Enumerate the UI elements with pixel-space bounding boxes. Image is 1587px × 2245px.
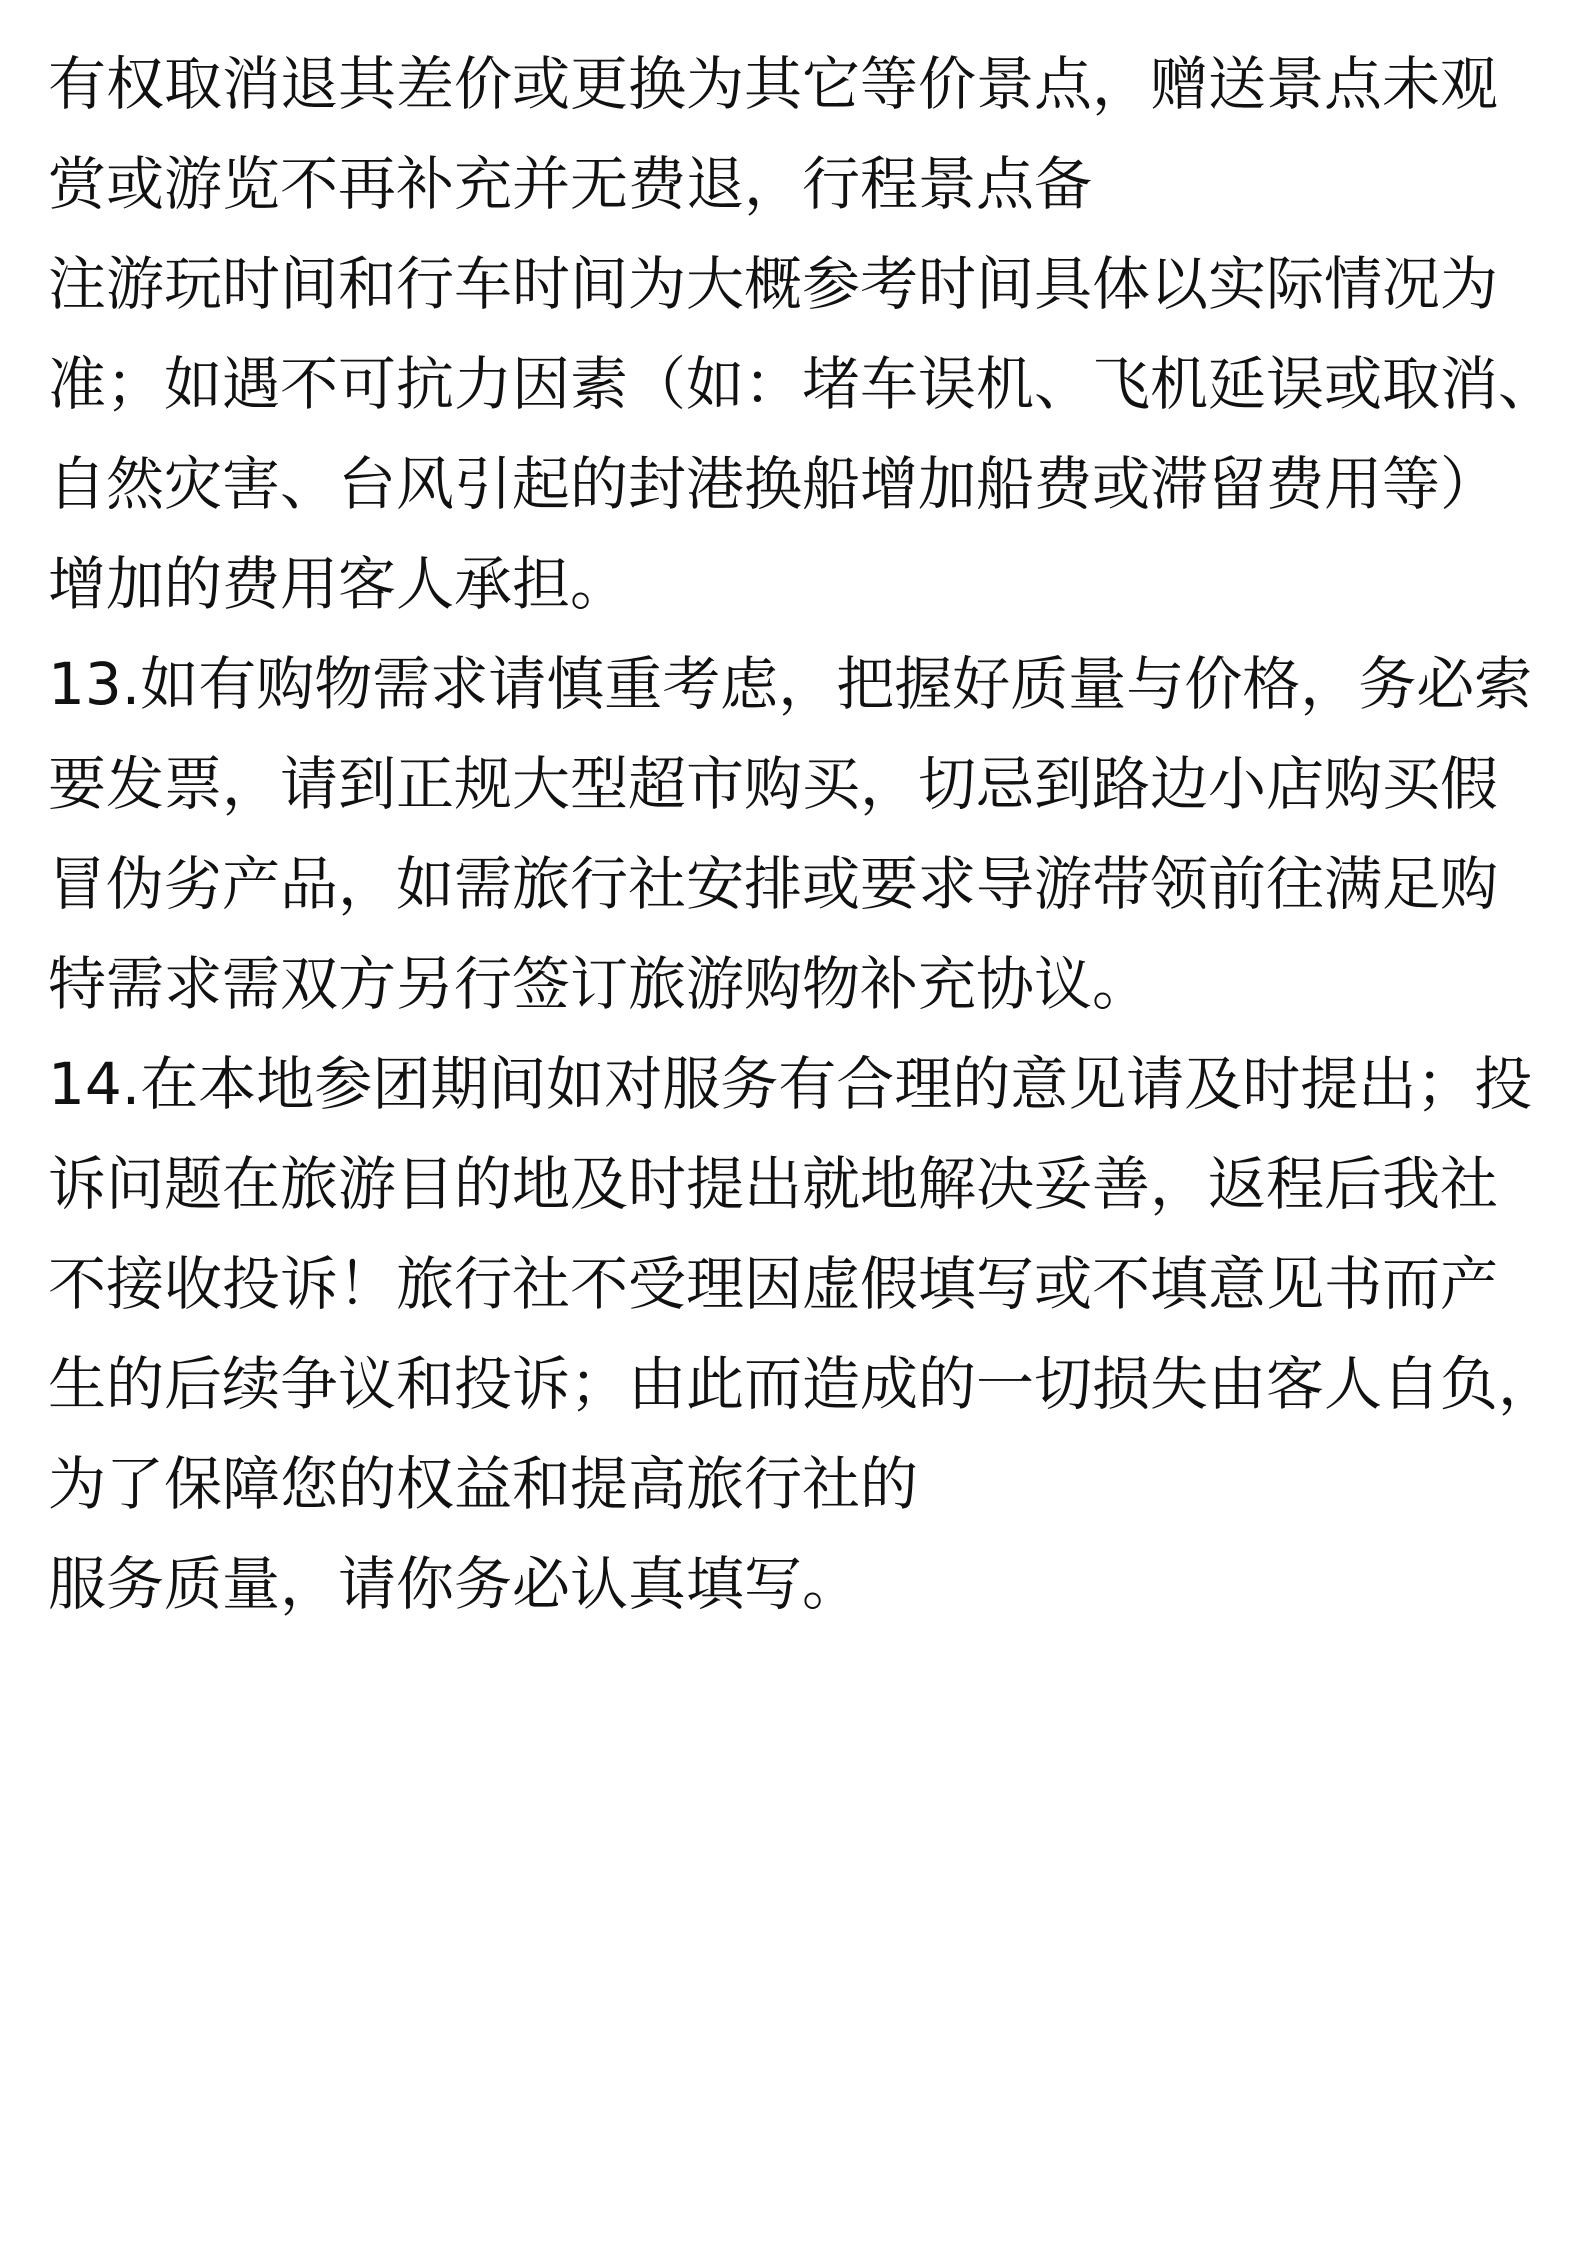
text-line: 生的后续争议和投诉；由此而造成的一切损失由客人自负，	[48, 1350, 1557, 1418]
text-line: 准；如遇不可抗力因素（如：堵车误机、飞机延误或取消、	[48, 350, 1557, 418]
text-line: 14.在本地参团期间如对服务有合理的意见请及时提出；投	[48, 1050, 1533, 1118]
text-line: 为了保障您的权益和提高旅行社的	[48, 1450, 919, 1518]
text-line: 增加的费用客人承担。	[48, 550, 629, 618]
text-line: 服务质量，请你务必认真填写。	[48, 1550, 861, 1618]
text-line: 注游玩时间和行车时间为大概参考时间具体以实际情况为	[48, 250, 1499, 318]
text-line: 冒伪劣产品，如需旅行社安排或要求导游带领前往满足购	[48, 850, 1499, 918]
text-line: 诉问题在旅游目的地及时提出就地解决妥善，返程后我社	[48, 1150, 1499, 1218]
text-line: 自然灾害、台风引起的封港换船增加船费或滞留费用等）	[48, 450, 1499, 518]
text-line: 赏或游览不再补充并无费退，行程景点备	[48, 150, 1093, 218]
text-line: 不接收投诉！旅行社不受理因虚假填写或不填意见书而产	[48, 1250, 1499, 1318]
text-line: 13.如有购物需求请慎重考虑，把握好质量与价格，务必索	[48, 650, 1533, 718]
text-line: 特需求需双方另行签订旅游购物补充协议。	[48, 950, 1151, 1018]
text-line: 要发票，请到正规大型超市购买，切忌到路边小店购买假	[48, 750, 1499, 818]
text-line: 有权取消退其差价或更换为其它等价景点，赠送景点未观	[48, 50, 1499, 118]
